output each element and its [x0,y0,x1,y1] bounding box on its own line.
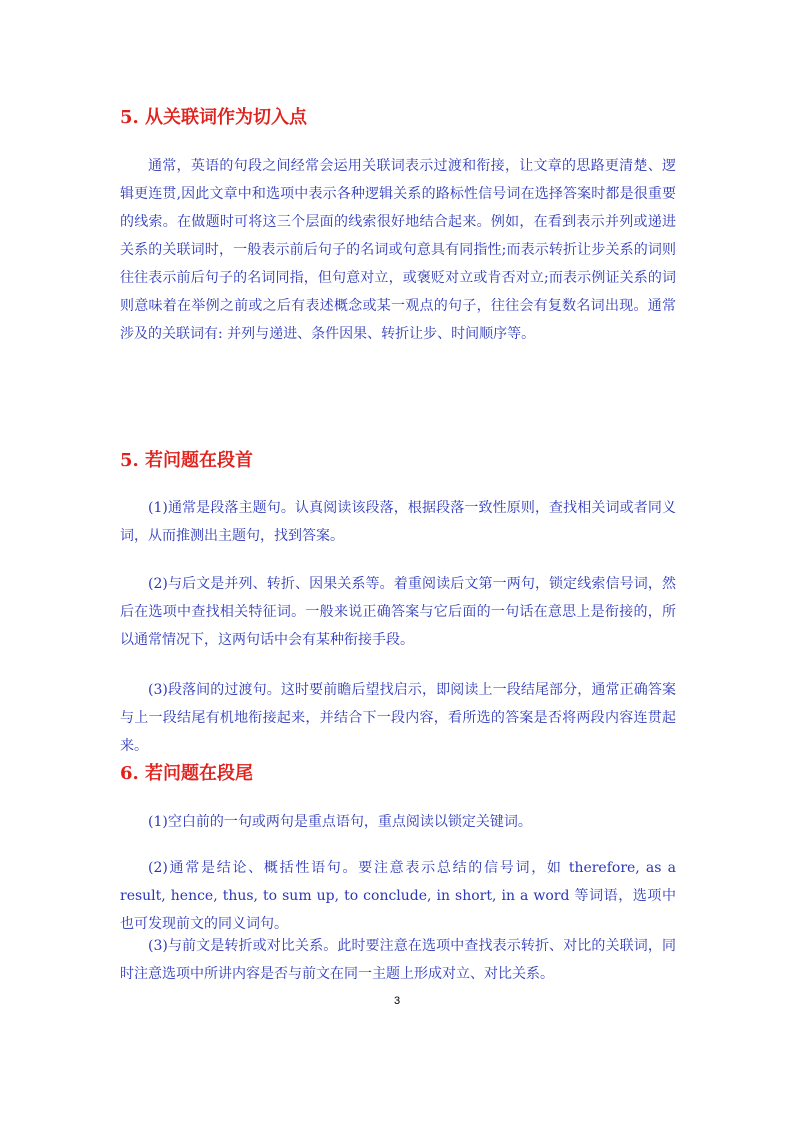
section-heading-connectives: 5. 从关联词作为切入点 [120,107,308,128]
paragraph-start-item-2: (2)与后文是并列、转折、因果关系等。着重阅读后文第一两句，锁定线索信号词，然后在选项中查找相关特征词。一般来说正确答案与它后面的一句话在意思上是衔接的，所以通常情况下，这两句话中会有某种衔接手段。 [120,576,676,648]
paragraph-end-item-1: (1)空白前的一句或两句是重点语句，重点阅读以锁定关键词。 [148,814,532,830]
paragraph-end-item-2: (2)通常是结论、概括性语句。要注意表示总结的信号词，如 therefore, as a result, hence, thus, to sum up, to conclude, in short, in a word 等词语，选项中也可发现前文的同义词句。 [120,860,676,932]
paragraph-connectives: 通常，英语的句段之间经常会运用关联词表示过渡和衔接，让文章的思路更清楚、逻辑更连贯,因此文章中和选项中表示各种逻辑关系的路标性信号词在选择答案时都是很重要的线索。在做题时可将这三个层面的线索很好地结合起来。例如，在看到表示并列或递进关系的关联词时，一般表示前后句子的名词或句意具有同指性;而表示转折让步关系的词则往往表示前后句子的名词同指，但句意对立，或褒贬对立或肯否对立;而表示例证关系的词则意味着在举例之前或之后有表述概念或某一观点的句子，往往会有复数名词出现。通常涉及的关联词有: 并列与递进、条件因果、转折让步、时间顺序等。 [120,158,676,342]
section-heading-paragraph-end: 6. 若问题在段尾 [120,763,254,784]
page-number: 3 [393,995,401,1007]
section-heading-paragraph-start: 5. 若问题在段首 [120,450,254,471]
paragraph-end-item-3: (3)与前文是转折或对比关系。此时要注意在选项中查找表示转折、对比的关联词，同时注意选项中所讲内容是否与前文在同一主题上形成对立、对比关系。 [120,938,676,982]
paragraph-start-item-1: (1)通常是段落主题句。认真阅读该段落，根据段落一致性原则，查找相关词或者同义词，从而推测出主题句，找到答案。 [120,500,676,544]
paragraph-start-item-3: (3)段落间的过渡句。这时要前瞻后望找启示，即阅读上一段结尾部分，通常正确答案与上一段结尾有机地衔接起来，并结合下一段内容，看所选的答案是否将两段内容连贯起来。 [120,682,676,754]
